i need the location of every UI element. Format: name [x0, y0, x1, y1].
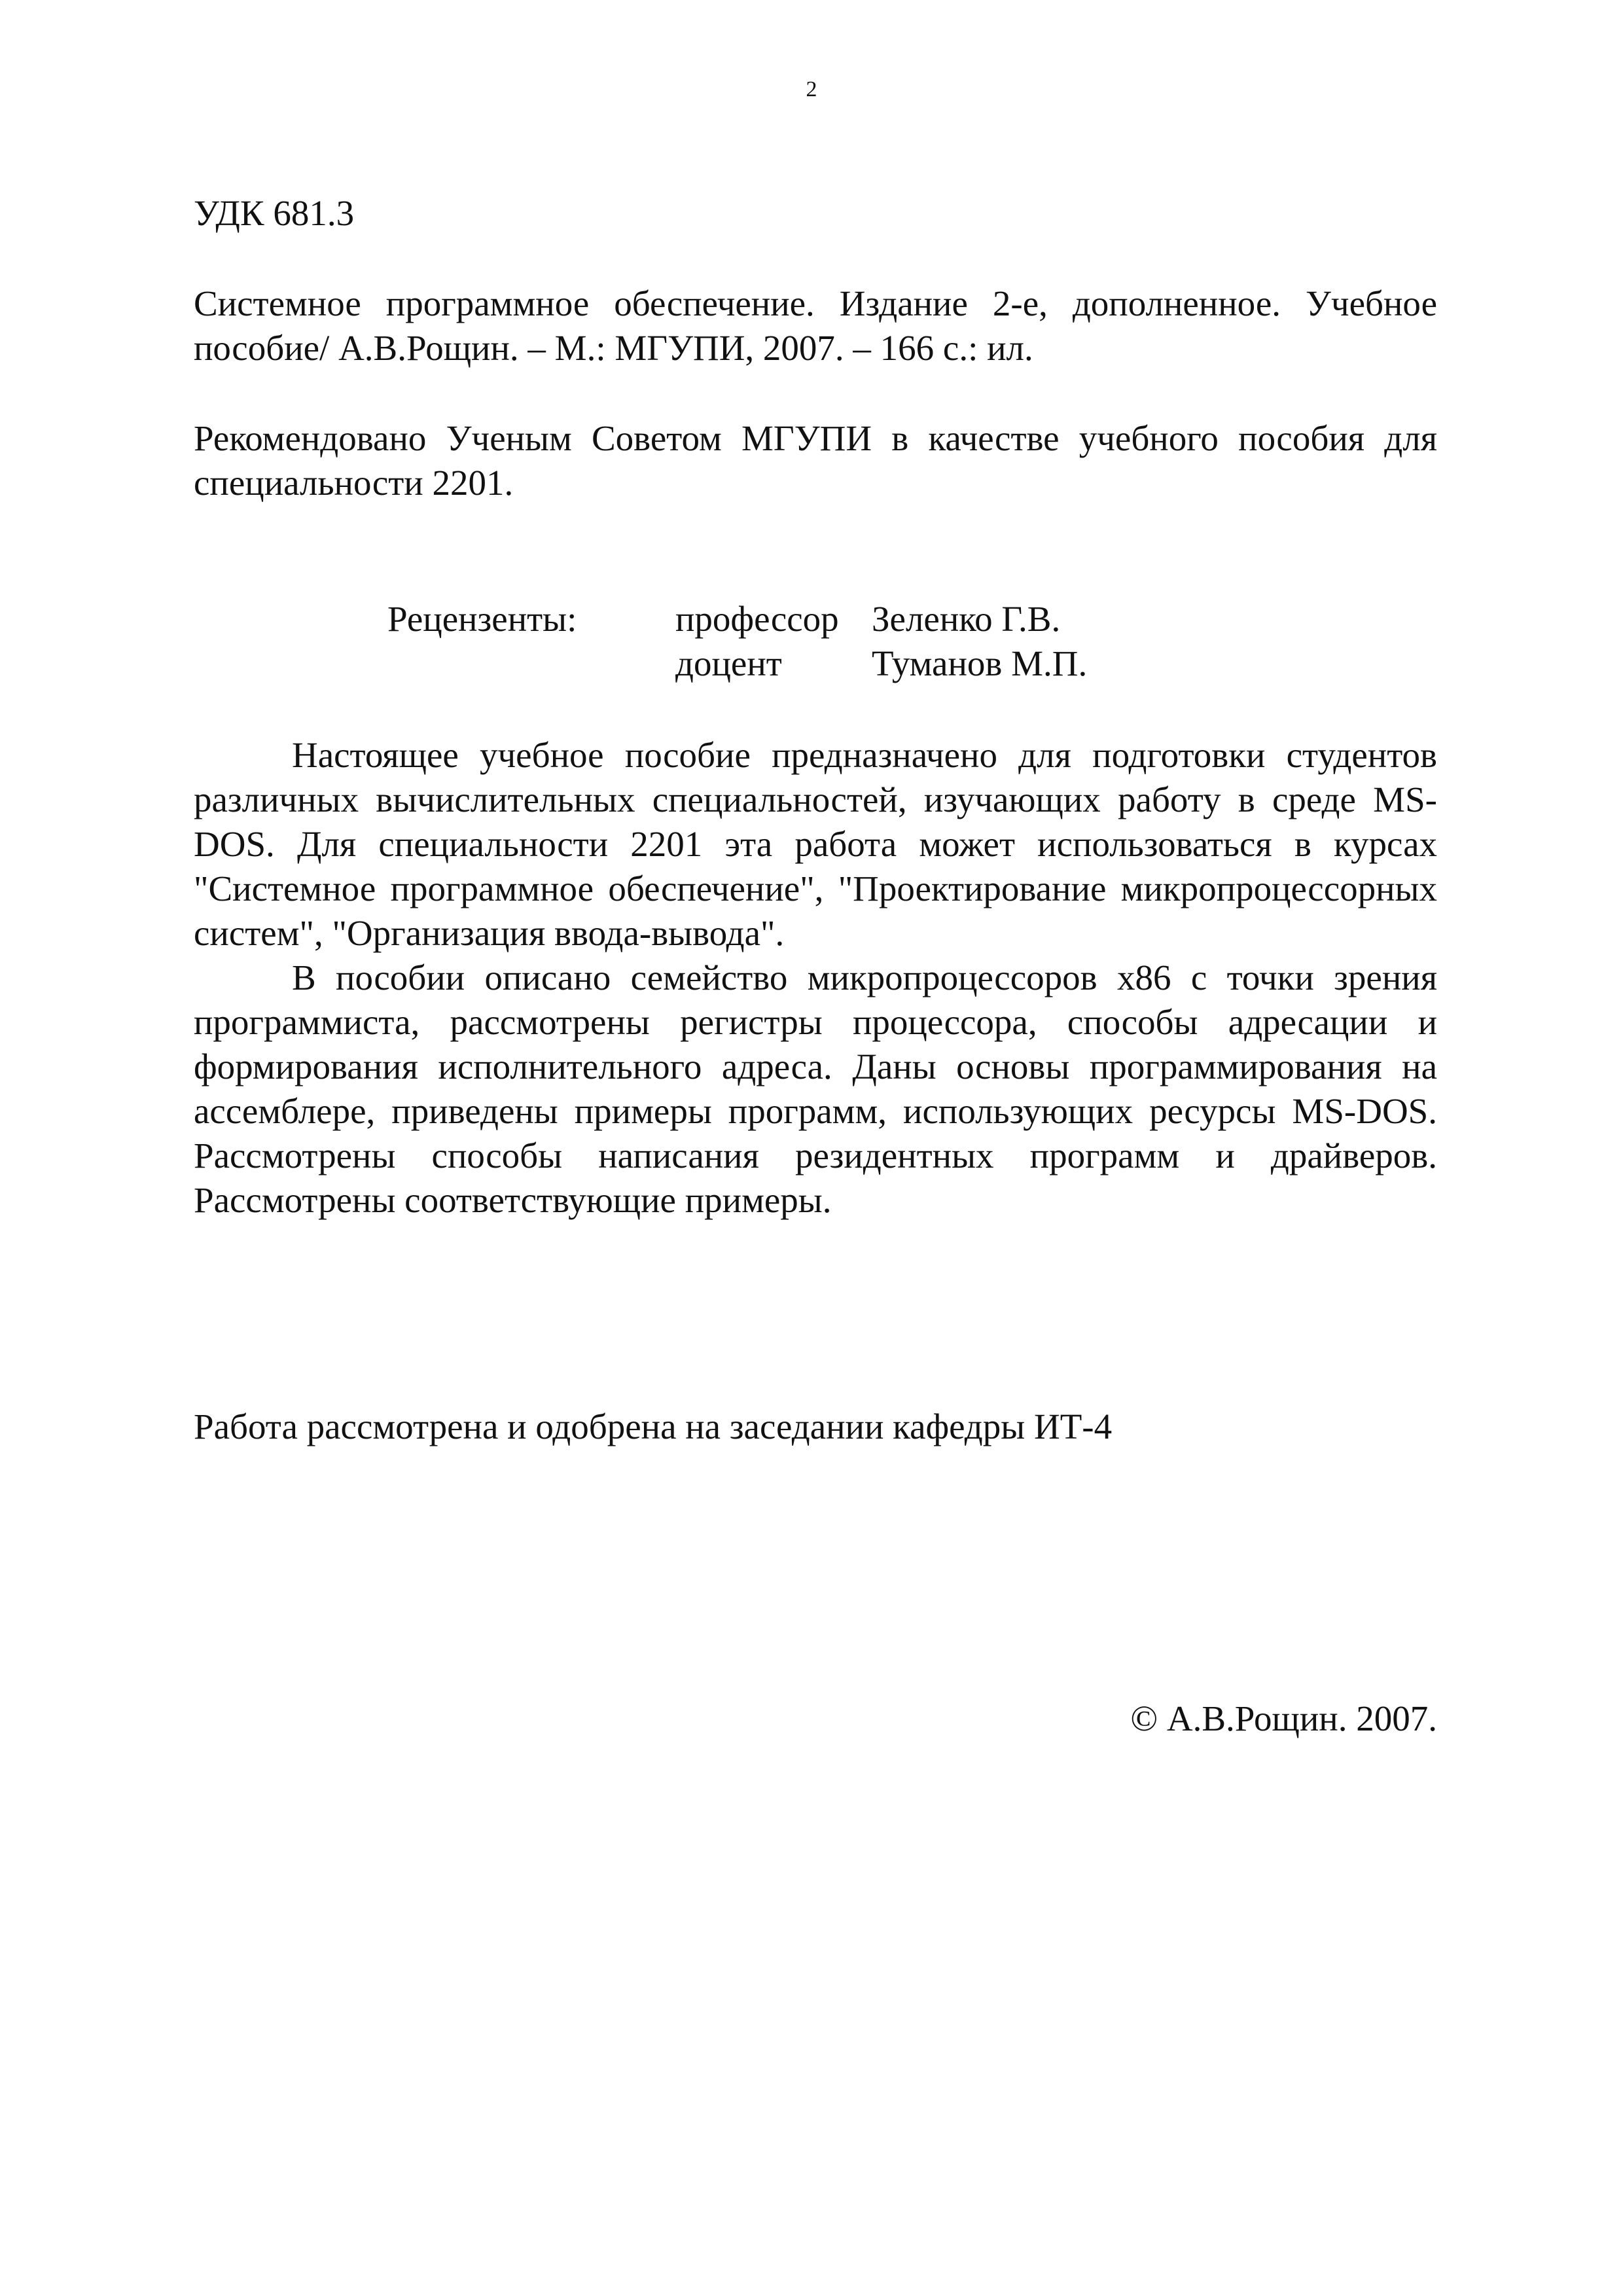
reviewers-label: Рецензенты: [387, 599, 577, 639]
page-number: 2 [806, 77, 817, 101]
abstract-paragraph: Настоящее учебное пособие предназначено для подготовки студентов различных вычислительных специальностей, изучающих работу в среде MS-DOS. Для специальности 2201 эта работа может использоваться в курсах "Системное программное обеспечение", "Проектирование микропроцессорных систем", "Организация ввода-вывода". [194, 735, 1437, 953]
udk-code: УДК 681.3 [194, 193, 355, 233]
reviewer-title: доцент [675, 643, 782, 683]
reviewer-name: Зеленко Г.В. [872, 599, 1061, 639]
abstract [194, 733, 1437, 1223]
recommendation-note: Рекомендовано Ученым Советом МГУПИ в качестве учебного пособия для специальности 2201. [194, 418, 1437, 503]
copyright-notice: © А.В.Рощин. 2007. [1130, 1698, 1437, 1738]
reviewer-title: профессор [675, 599, 839, 639]
bibliographic-record: Системное программное обеспечение. Издание 2-е, дополненное. Учебное пособие/ А.В.Рощин. – М.: МГУПИ, 2007. – 166 с.: ил. [194, 283, 1437, 368]
abstract-paragraph: В пособии описано семейство микропроцессоров x86 с точки зрения программиста, рассмотрены регистры процессора, способы адресации и формирования исполнительного адреса. Даны основы программирования на ассемблере, приведены примеры программ, использующих ресурсы MS-DOS. Рассмотрены способы написания резидентных программ и драйверов. Рассмотрены соответствующие примеры. [194, 958, 1437, 1220]
reviewer-name: Туманов М.П. [872, 643, 1088, 683]
approval-note: Работа рассмотрена и одобрена на заседании кафедры ИТ-4 [194, 1407, 1113, 1446]
